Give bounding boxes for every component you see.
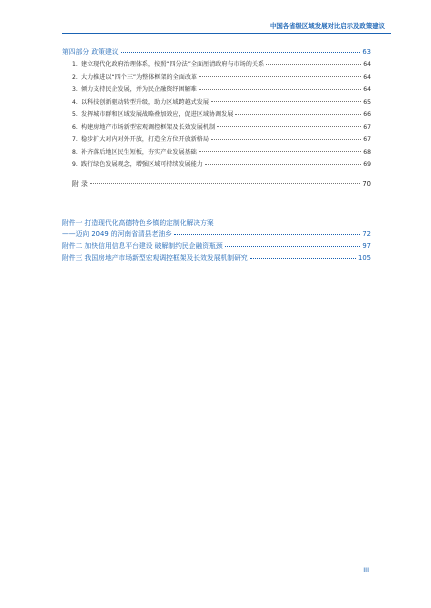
toc-page-number: 72: [362, 230, 371, 238]
toc-item[interactable]: [62, 61, 371, 74]
toc-page-number: 97: [362, 242, 371, 250]
toc-item-text: 建立现代化政府治理体系，按照“四分法”全面厘清政府与市场的关系: [81, 61, 265, 68]
toc-item-text: 以科技创新驱动转型升级，助力区域跨越式发展: [81, 98, 209, 106]
leader-dots: [217, 126, 361, 127]
toc-item-number: 5.: [72, 111, 78, 118]
annex-three-title: 附件三 我国房地产市场新型宏观调控框架及长效发展机制研究: [62, 254, 248, 262]
toc-item-number: 6.: [72, 123, 78, 131]
toc-item-text: 补齐落后地区民生短板，夯实产业发展基础: [81, 148, 197, 156]
leader-dots: [250, 258, 356, 259]
toc-annex[interactable]: [62, 242, 371, 254]
toc-item[interactable]: [62, 74, 371, 87]
annex-one-title[interactable]: 附件一 打造现代化高德特色乡镇的定制化解决方案: [62, 219, 214, 227]
leader-dots: [205, 164, 361, 165]
annex-list: [62, 218, 371, 266]
leader-dots: [211, 139, 361, 140]
toc-page-number: 105: [358, 254, 371, 262]
toc-page-number: 67: [363, 136, 371, 143]
toc-item-number: 2.: [72, 73, 78, 81]
toc-page-number: 64: [363, 73, 371, 81]
toc-page-number: 69: [363, 161, 371, 168]
toc-item[interactable]: [62, 86, 371, 99]
toc-page-number: 64: [363, 61, 371, 68]
toc-item-text: 倾力支持民企发展，并为民企融资纾困解难: [81, 86, 197, 93]
toc-item-text: 大力推进以“四个三”为整体框架的全面改革: [81, 73, 198, 81]
page-number: III: [363, 566, 369, 574]
toc-item[interactable]: [62, 161, 371, 174]
toc-item-text: 践行绿色发展观念，增强区域可持续发展能力: [81, 161, 203, 168]
leader-dots: [174, 234, 360, 235]
toc-item-number: 8.: [72, 148, 78, 156]
toc-item-number: 7.: [72, 136, 78, 143]
leader-dots: [235, 114, 361, 115]
toc-item[interactable]: [62, 111, 371, 124]
toc-item[interactable]: [62, 124, 371, 137]
leader-dots: [199, 89, 361, 90]
table-of-contents: [62, 48, 371, 194]
toc-page-number: 64: [363, 86, 371, 93]
toc-page-number: 66: [363, 111, 371, 118]
toc-page-number: 65: [363, 98, 371, 106]
leader-dots: [211, 101, 361, 102]
toc-item-text: 构建房地产市场新型宏观调控框架及长效发展机制: [81, 123, 216, 131]
toc-page-number: 68: [363, 148, 371, 156]
leader-dots: [266, 64, 361, 65]
leader-dots: [225, 246, 361, 247]
toc-item-number: 3.: [72, 86, 78, 93]
header-rule: [62, 33, 391, 34]
toc-item-number: 9.: [72, 161, 78, 168]
annex-two-title: 附件二 加快信用信息平台建设 破解制约民企融资瓶颈: [62, 242, 223, 250]
toc-item[interactable]: [62, 99, 371, 112]
toc-item-number: 4.: [72, 98, 78, 106]
toc-page-number: 70: [362, 179, 371, 188]
leader-dots: [121, 52, 361, 53]
leader-dots: [90, 183, 361, 184]
leader-dots: [199, 151, 361, 152]
toc-page-number: 63: [362, 48, 371, 56]
toc-appendix-label: 附 录: [72, 179, 88, 188]
toc-part-four[interactable]: [62, 48, 371, 61]
toc-item[interactable]: [62, 136, 371, 149]
toc-item-text: 发挥城市群和区域发展战略叠加效应，促进区域协调发展: [81, 111, 234, 118]
toc-page-number: 67: [363, 123, 371, 131]
toc-appendix[interactable]: [62, 180, 371, 194]
toc-annex[interactable]: [62, 254, 371, 266]
toc-item-number: 1.: [72, 61, 78, 68]
toc-part-label: 第四部分 政策建议: [62, 48, 119, 56]
toc-item[interactable]: [62, 149, 371, 162]
toc-item-text: 稳步扩大对内对外开放，打造全方位开放新格局: [81, 136, 209, 143]
running-header-title: 中国各省级区域发展对比启示及政策建议: [269, 22, 385, 30]
leader-dots: [199, 76, 361, 77]
toc-annex[interactable]: [62, 230, 371, 242]
annex-one-subtitle: ——迈向 2049 的河南省清县老油乡: [62, 230, 172, 238]
